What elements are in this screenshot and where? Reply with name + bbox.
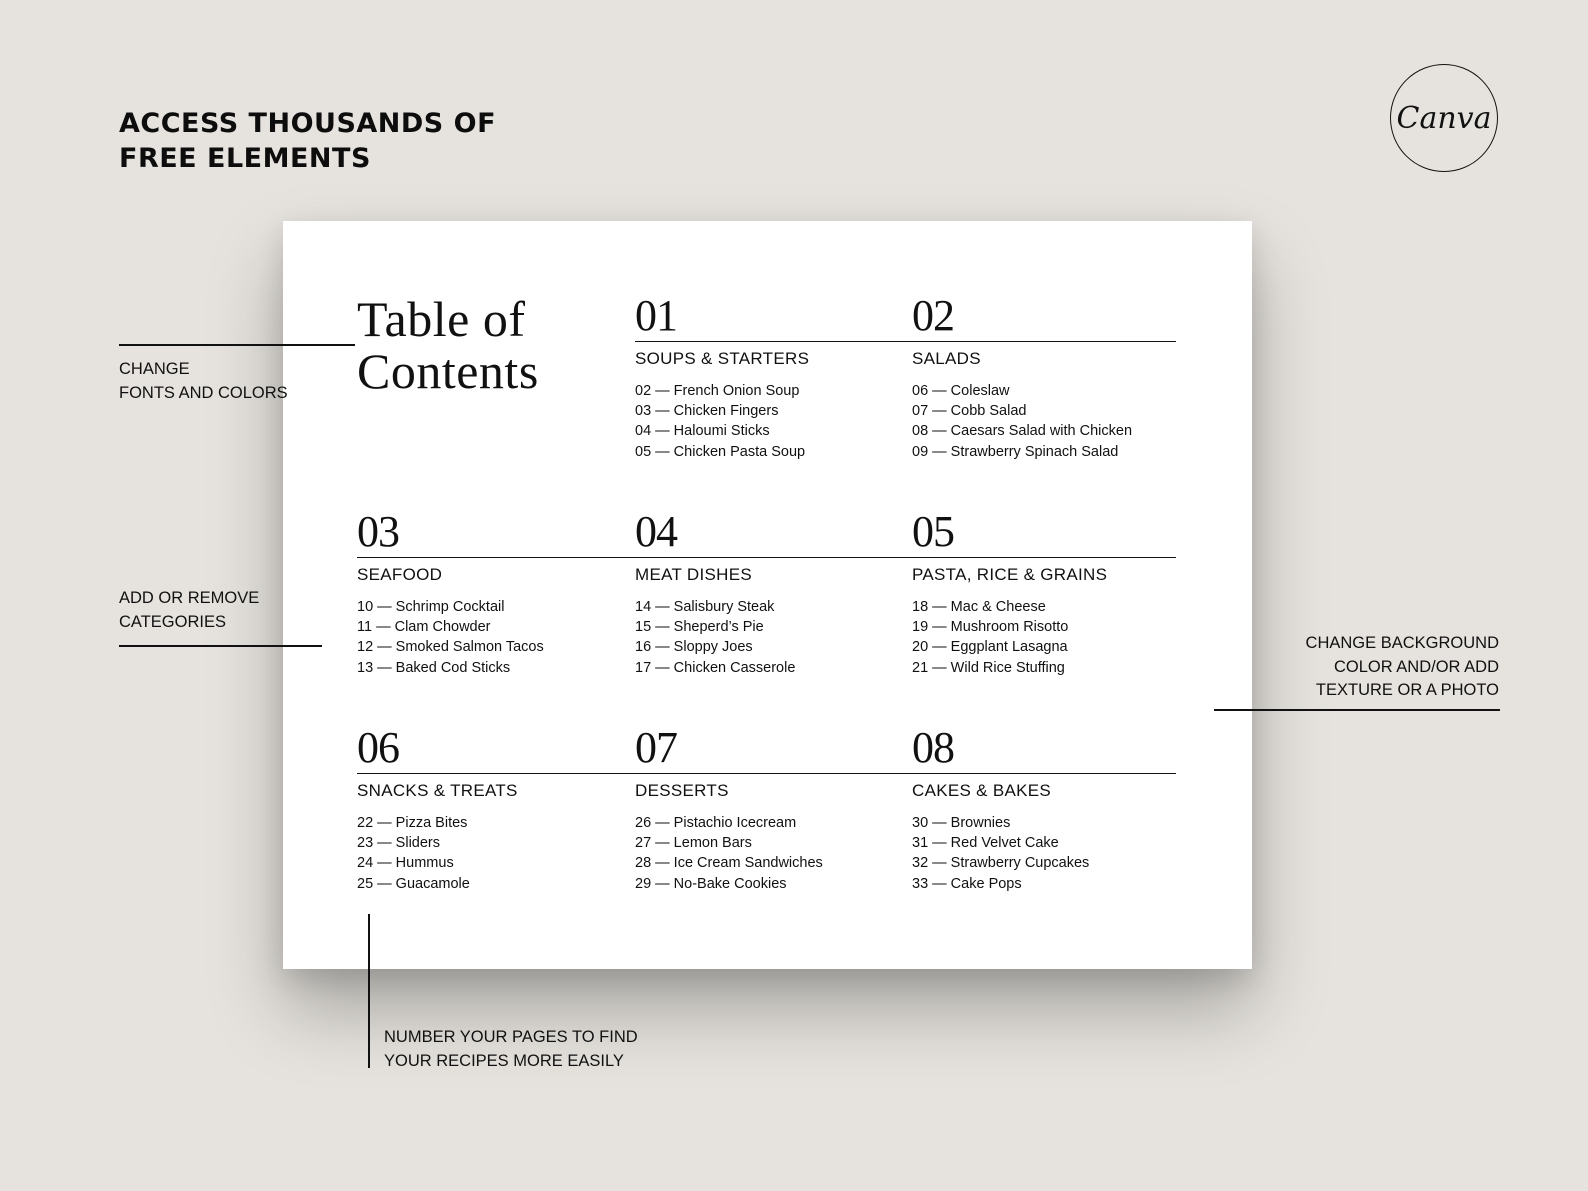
- toc-title-line-1: Table of: [357, 291, 526, 347]
- list-item: 05 — Chicken Pasta Soup: [635, 443, 806, 460]
- note-line: CATEGORIES: [119, 612, 226, 631]
- list-item: 33 — Cake Pops: [912, 875, 1022, 892]
- section-title: DESSERTS: [635, 781, 729, 800]
- list-item: 04 — Haloumi Sticks: [635, 423, 770, 440]
- list-item: 30 — Brownies: [912, 815, 1011, 831]
- headline-line-2: FREE ELEMENTS: [119, 143, 371, 174]
- headline: [119, 106, 496, 176]
- section-items: [912, 813, 1089, 894]
- section-number: 04: [635, 507, 677, 556]
- section-title: CAKES & BAKES: [912, 781, 1052, 800]
- section-number: 01: [635, 291, 677, 340]
- logo-text: Canva: [1396, 100, 1492, 136]
- section-number: 03: [357, 507, 399, 556]
- section-title: SALADS: [912, 349, 981, 368]
- list-item: 14 — Salisbury Steak: [635, 599, 775, 615]
- section-number: 05: [912, 507, 954, 556]
- list-item: 20 — Eggplant Lasagna: [912, 639, 1068, 656]
- list-item: 06 — Coleslaw: [912, 383, 1010, 399]
- list-item: 29 — No-Bake Cookies: [635, 875, 787, 892]
- list-item: 09 — Strawberry Spinach Salad: [912, 443, 1119, 460]
- section-title: SOUPS & STARTERS: [635, 349, 810, 368]
- section-number: 08: [912, 723, 954, 772]
- section-03: [357, 507, 544, 676]
- list-item: 26 — Pistachio Icecream: [635, 815, 797, 831]
- note-line: FONTS AND COLORS: [119, 383, 288, 402]
- section-05: [912, 507, 1108, 676]
- list-item: 13 — Baked Cod Sticks: [357, 659, 511, 676]
- section-rule: [357, 773, 635, 774]
- section-title: SEAFOOD: [357, 565, 443, 584]
- list-item: 08 — Caesars Salad with Chicken: [912, 423, 1133, 440]
- list-item: 10 — Schrimp Cocktail: [357, 599, 505, 615]
- list-item: 22 — Pizza Bites: [357, 815, 468, 831]
- list-item: 17 — Chicken Casserole: [635, 659, 796, 676]
- section-02: [912, 291, 1133, 460]
- section-rule: [912, 773, 1176, 774]
- toc-title: [357, 293, 539, 397]
- headline-line-1: ACCESS THOUSANDS OF: [119, 108, 497, 139]
- note-line: CHANGE: [119, 360, 190, 378]
- section-title: MEAT DISHES: [635, 565, 752, 584]
- list-item: 24 — Hummus: [357, 855, 454, 872]
- section-items: [635, 381, 805, 462]
- section-rule: [635, 773, 912, 774]
- callout-line-categories: [119, 645, 322, 647]
- canva-logo: [1390, 64, 1498, 172]
- list-item: 07 — Cobb Salad: [912, 403, 1027, 420]
- section-items: [357, 597, 544, 678]
- note-line: CHANGE BACKGROUND: [1305, 634, 1499, 652]
- note-fonts: [119, 358, 288, 405]
- toc-title-line-2: Contents: [357, 343, 539, 399]
- section-01: [635, 291, 810, 460]
- note-pages: [384, 1026, 638, 1073]
- callout-line-fonts: [119, 344, 355, 346]
- section-items: [912, 597, 1068, 678]
- note-background: [1306, 632, 1499, 703]
- list-item: 02 — French Onion Soup: [635, 383, 800, 399]
- section-number: 06: [357, 723, 399, 772]
- section-07: [635, 723, 823, 892]
- section-number: 02: [912, 291, 954, 340]
- section-items: [357, 813, 470, 894]
- section-title: SNACKS & TREATS: [357, 781, 518, 800]
- toc-page: [283, 221, 1252, 969]
- note-line: NUMBER YOUR PAGES TO FIND: [384, 1028, 638, 1046]
- section-rule: [635, 557, 912, 558]
- list-item: 15 — Sheperd’s Pie: [635, 619, 764, 636]
- section-06: [357, 723, 518, 892]
- section-number: 07: [635, 723, 677, 772]
- list-item: 16 — Sloppy Joes: [635, 639, 753, 656]
- list-item: 25 — Guacamole: [357, 875, 470, 892]
- section-rule: [357, 557, 635, 558]
- list-item: 12 — Smoked Salmon Tacos: [357, 639, 544, 656]
- note-categories: [119, 587, 259, 634]
- section-rule: [912, 557, 1176, 558]
- section-title: PASTA, RICE & GRAINS: [912, 565, 1108, 584]
- list-item: 03 — Chicken Fingers: [635, 403, 779, 420]
- list-item: 27 — Lemon Bars: [635, 835, 752, 852]
- note-line: TEXTURE OR A PHOTO: [1315, 681, 1499, 699]
- section-items: [635, 597, 795, 678]
- list-item: 19 — Mushroom Risotto: [912, 619, 1069, 636]
- list-item: 28 — Ice Cream Sandwiches: [635, 855, 823, 872]
- section-04: [635, 507, 796, 676]
- section-rule: [635, 341, 912, 342]
- list-item: 21 — Wild Rice Stuffing: [912, 659, 1065, 676]
- note-line: YOUR RECIPES MORE EASILY: [384, 1051, 624, 1070]
- callout-line-pages: [368, 914, 370, 1068]
- list-item: 11 — Clam Chowder: [357, 619, 491, 636]
- note-line: COLOR AND/OR ADD: [1333, 657, 1499, 676]
- note-line: ADD OR REMOVE: [119, 589, 260, 607]
- callout-line-background: [1214, 709, 1500, 711]
- section-items: [635, 813, 823, 894]
- list-item: 32 — Strawberry Cupcakes: [912, 855, 1090, 872]
- list-item: 31 — Red Velvet Cake: [912, 835, 1059, 852]
- section-rule: [912, 341, 1176, 342]
- list-item: 18 — Mac & Cheese: [912, 599, 1046, 615]
- section-items: [912, 381, 1132, 462]
- section-08: [912, 723, 1090, 892]
- list-item: 23 — Sliders: [357, 835, 441, 852]
